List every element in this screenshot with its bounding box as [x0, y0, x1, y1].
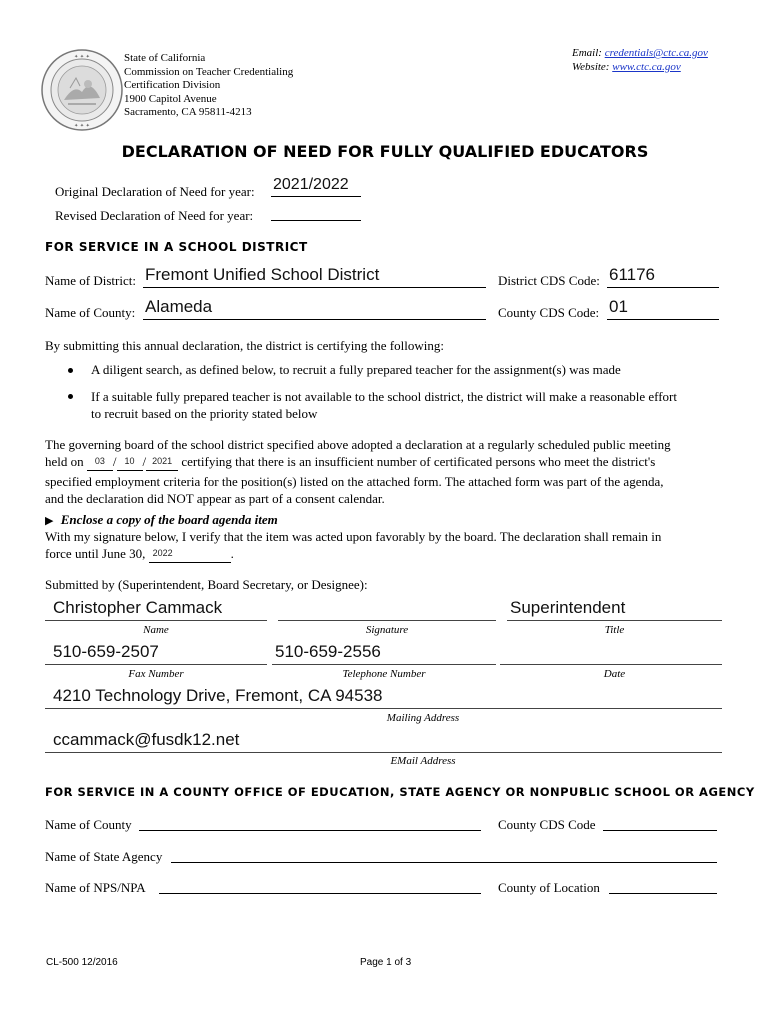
- board-line-2: held on 03 / 10 / 2021 certifying that there is an insufficient number of certificated persons who meet the district's: [45, 453, 720, 473]
- co-county-cds-label: County CDS Code: [498, 817, 596, 832]
- district-cds-field[interactable]: [607, 265, 719, 288]
- board-line-1: The governing board of the school district specified above adopted a declaration at a regularly scheduled public meeting: [45, 437, 671, 452]
- bullet-2-line-2: to recruit based on the priority stated below: [91, 406, 318, 421]
- telephone-caption: Telephone Number: [342, 668, 426, 680]
- name-caption: Name: [143, 624, 169, 636]
- title-value: Superintendent: [510, 598, 626, 617]
- title-caption: Title: [604, 624, 625, 636]
- original-year-field[interactable]: [271, 176, 361, 197]
- signature-caption: Signature: [365, 624, 409, 636]
- submitted-by-label: Submitted by (Superintendent, Board Secretary, or Designee):: [45, 577, 368, 592]
- district-name-value: Fremont Unified School District: [145, 265, 380, 284]
- agency-contact: [572, 46, 708, 74]
- county-office-heading: FOR SERVICE IN A COUNTY OFFICE OF EDUCATION, STATE AGENCY OR NONPUBLIC SCHOOL OR AGENCY: [45, 785, 755, 799]
- mailing-address-value: 4210 Technology Drive, Fremont, CA 94538: [53, 686, 383, 705]
- enclose-row: [45, 512, 278, 528]
- meeting-month-field[interactable]: [87, 451, 113, 471]
- email-address-caption: EMail Address: [390, 755, 456, 767]
- board-line-4: and the declaration did NOT appear as part of a consent calendar.: [45, 491, 385, 506]
- board-paragraph: [45, 436, 720, 507]
- bullet-icon: [68, 394, 73, 399]
- enclose-text: Enclose a copy of the board agenda item: [60, 512, 278, 527]
- board-line-3: specified employment criteria for the position(s) listed on the attached form. The attached form was part of the agenda,: [45, 474, 664, 489]
- website-link[interactable]: www.ctc.ca.gov: [612, 61, 681, 73]
- address-line: Sacramento, CA 95811-4213: [124, 106, 252, 118]
- co-county-field[interactable]: [139, 816, 481, 831]
- state-agency-field[interactable]: [171, 848, 717, 863]
- address-line: Commission on Teacher Credentialing: [124, 65, 294, 78]
- signature-statement-line-1: With my signature below, I verify that the item was acted upon favorably by the board. The declaration shall remain in: [45, 529, 662, 544]
- fax-field[interactable]: [45, 642, 267, 665]
- original-year-label: Original Declaration of Need for year:: [55, 184, 255, 199]
- telephone-value: 510-659-2556: [275, 642, 381, 661]
- svg-text:✦ ✦ ✦: ✦ ✦ ✦: [74, 123, 90, 129]
- county-name-label: Name of County:: [45, 305, 136, 320]
- original-year-row: [55, 184, 255, 200]
- triangle-right-icon: ▶: [45, 515, 54, 527]
- nps-label: Name of NPS/NPA: [45, 880, 146, 895]
- meeting-day-field[interactable]: [117, 451, 143, 471]
- revised-year-label: Revised Declaration of Need for year:: [55, 208, 254, 223]
- signature-field[interactable]: [278, 598, 496, 621]
- period: .: [230, 546, 234, 561]
- school-district-heading: FOR SERVICE IN A SCHOOL DISTRICT: [45, 240, 308, 254]
- nps-field[interactable]: [159, 879, 481, 894]
- state-seal: [40, 48, 124, 132]
- fax-caption: Fax Number: [128, 668, 184, 680]
- certify-bullet-1: A diligent search, as defined below, to recruit a fully prepared teacher for the assignment(s) was made: [91, 362, 621, 377]
- title-field[interactable]: [507, 598, 722, 621]
- email-label: Email:: [572, 47, 602, 59]
- title-text: DECLARATION OF NEED FOR FULLY QUALIFIED EDUCATORS: [121, 142, 649, 161]
- date-caption: Date: [603, 668, 626, 680]
- district-cds-label: District CDS Code:: [498, 273, 600, 288]
- agency-address: [124, 52, 293, 120]
- original-year-value: 2021/2022: [273, 176, 349, 193]
- mailing-address-caption: Mailing Address: [386, 712, 460, 724]
- date-field[interactable]: [500, 642, 722, 665]
- address-line: Certification Division: [124, 79, 221, 91]
- email-address-value: ccammack@fusdk12.net: [53, 730, 240, 749]
- county-location-field[interactable]: [609, 879, 717, 894]
- signature-statement: [45, 528, 720, 565]
- bullet-icon: [68, 368, 73, 373]
- county-cds-value: 01: [609, 297, 628, 316]
- email-address-field[interactable]: [45, 730, 722, 753]
- district-name-label: Name of District:: [45, 273, 136, 288]
- force-until-label: force until June 30,: [45, 546, 146, 561]
- held-on-label: held on: [45, 454, 84, 469]
- telephone-field[interactable]: [272, 642, 496, 665]
- form-id: CL-500 12/2016: [46, 957, 118, 968]
- meeting-year-value: 2021: [152, 456, 173, 466]
- district-cds-value: 61176: [609, 265, 656, 284]
- page-number: Page 1 of 3: [360, 957, 412, 968]
- meeting-day-value: 10: [124, 456, 135, 466]
- county-name-field[interactable]: [143, 297, 486, 320]
- county-location-label: County of Location: [498, 880, 600, 895]
- co-county-label: Name of County: [45, 817, 132, 832]
- name-value: Christopher Cammack: [53, 598, 223, 617]
- certify-intro: By submitting this annual declaration, the district is certifying the following:: [45, 338, 444, 353]
- force-year-field[interactable]: [149, 543, 231, 563]
- state-agency-label: Name of State Agency: [45, 849, 163, 864]
- page-title: [0, 142, 770, 162]
- county-cds-field[interactable]: [607, 297, 719, 320]
- revised-year-field[interactable]: [271, 206, 361, 221]
- district-name-field[interactable]: [143, 265, 486, 288]
- address-line: State of California: [124, 52, 206, 64]
- co-county-cds-field[interactable]: [603, 816, 717, 831]
- county-name-value: Alameda: [145, 297, 213, 316]
- meeting-year-field[interactable]: [146, 451, 178, 471]
- mailing-address-field[interactable]: [45, 686, 722, 709]
- address-line: 1900 Capitol Avenue: [124, 92, 217, 105]
- county-cds-label: County CDS Code:: [498, 305, 600, 320]
- bullet-2-line-1: If a suitable fully prepared teacher is not available to the school district, the district will make a reasonable effort: [91, 389, 677, 404]
- meeting-month-value: 03: [94, 456, 105, 466]
- email-link[interactable]: credentials@ctc.ca.gov: [604, 47, 708, 59]
- website-label: Website:: [572, 61, 610, 73]
- signature-statement-line-2: [45, 545, 720, 565]
- force-year-value: 2022: [152, 548, 173, 558]
- name-field[interactable]: [45, 598, 267, 621]
- svg-text:✦ ✦ ✦: ✦ ✦ ✦: [74, 54, 90, 60]
- board-line-2-rest: certifying that there is an insufficient number of certificated persons who meet the district's: [181, 454, 656, 469]
- seal-icon: [40, 48, 124, 132]
- certify-bullet-2: [91, 388, 721, 422]
- fax-value: 510-659-2507: [53, 642, 159, 661]
